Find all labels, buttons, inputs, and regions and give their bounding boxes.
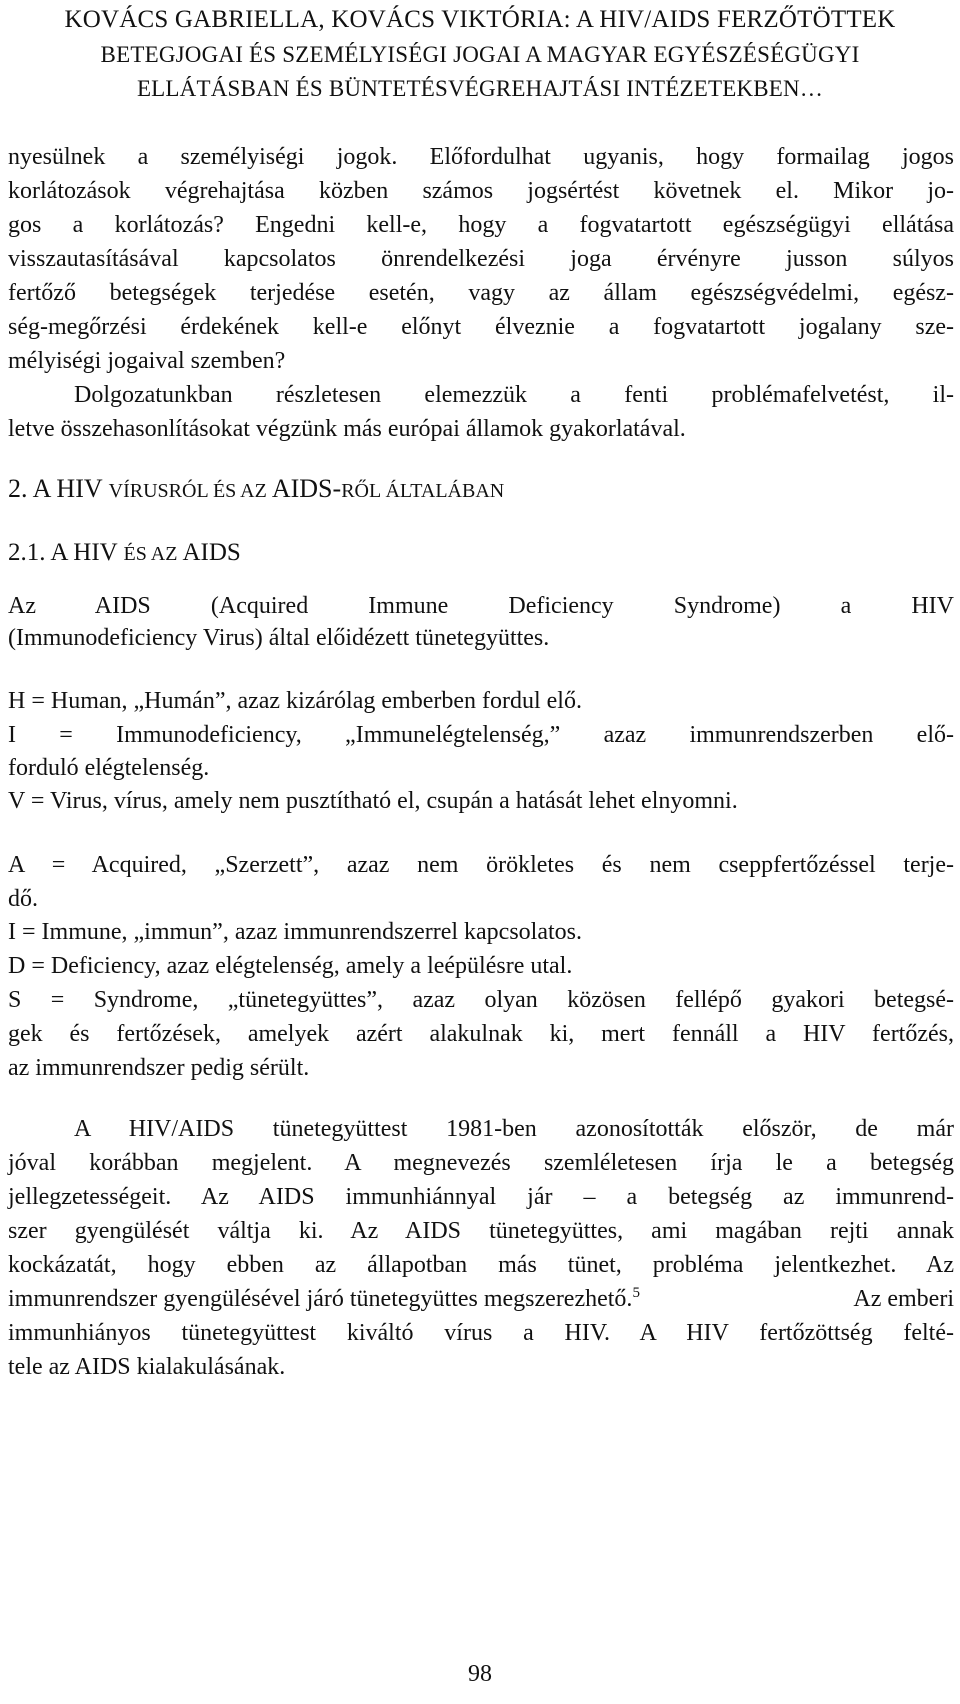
definition-line: D = Deficiency, azaz elégtelenség, amely a leépülésre utal.: [8, 953, 573, 979]
definition-line: gek és fertőzések, amelyek azért alakulnak ki, mert fennáll a HIV fertőzés,: [8, 1021, 954, 1047]
paragraph-line: jóval korábban megjelent. A megnevezés szemléletesen írja le a betegség: [8, 1150, 954, 1176]
subsection-heading: [8, 538, 954, 569]
definition-line: I = Immunodeficiency, „Immunelégtelenség,” azaz immunrendszerben elő-: [8, 722, 954, 748]
paragraph-line: tele az AIDS kialakulásának.: [8, 1354, 286, 1380]
subsection-title-part: A HIV: [50, 539, 124, 566]
section-title-part: AIDS-: [271, 474, 342, 503]
section-title-part: VÍRUSRÓL ÉS AZ: [108, 480, 272, 502]
paragraph-line: mélyiségi jogaival szemben?: [8, 348, 286, 374]
paragraph-line: (Immunodeficiency Virus) által előidézett tünetegyüttes.: [8, 625, 550, 651]
footnote-reference[interactable]: 5: [632, 1285, 640, 1301]
paragraph-line: Dolgozatunkban részletesen elemezzük a fenti problémafelvetést, il-: [74, 382, 954, 408]
definition-line: az immunrendszer pedig sérült.: [8, 1055, 310, 1081]
definition-line: V = Virus, vírus, amely nem pusztítható el, csupán a hatását lehet elnyomni.: [8, 788, 738, 814]
paragraph-line: fertőző betegségek terjedése esetén, vagy az állam egészségvédelmi, egész-: [8, 280, 954, 306]
paragraph-fragment: immunrendszer gyengülésével járó tünetegyüttes megszerezhető.$^5$: [8, 1285, 640, 1312]
running-header-line-1: KOVÁCS GABRIELLA, KOVÁCS VIKTÓRIA: A HIV/AIDS FERZŐTÖTTEK: [64, 6, 896, 33]
paragraph-line: ség-megőrzési érdekének kell-e előnyt élveznie a fogvatartott jogalany sze-: [8, 314, 954, 340]
definition-line: forduló elégtelenség.: [8, 755, 210, 781]
subsection-number: 2.1.: [8, 539, 46, 566]
definition-line: H = Human, „Humán”, azaz kizárólag emberben fordul elő.: [8, 688, 582, 714]
paragraph-line: Az AIDS (Acquired Immune Deficiency Syndrome) a HIV: [8, 593, 954, 619]
definition-line: dő.: [8, 886, 38, 912]
paragraph-line: [8, 1284, 954, 1314]
definition-line: A = Acquired, „Szerzett”, azaz nem örökletes és nem cseppfertőzéssel terje-: [8, 852, 954, 878]
paragraph-line: gos a korlátozás? Engedni kell-e, hogy a fogvatartott egészségügyi ellátása: [8, 212, 954, 238]
paragraph-line: korlátozások végrehajtása közben számos jogsértést követnek el. Mikor jo-: [8, 178, 954, 204]
paragraph-line: kockázatát, hogy ebben az állapotban más tünet, probléma jelentkezhet. Az: [8, 1252, 954, 1278]
paragraph-line: nyesülnek a személyiségi jogok. Előfordulhat ugyanis, hogy formailag jogos: [8, 144, 954, 170]
section-heading: [8, 474, 954, 506]
definition-line: S = Syndrome, „tünetegyüttes”, azaz olyan közösen fellépő gyakori betegsé-: [8, 987, 954, 1013]
paragraph-line: letve összehasonlításokat végzünk más európai államok gyakorlatával.: [8, 416, 686, 442]
page-number: 98: [468, 1661, 492, 1687]
section-title-part: A HIV: [32, 474, 109, 503]
section-number: 2.: [8, 474, 28, 503]
running-header-line-2: BETEGJOGAI ÉS SZEMÉLYISÉGI JOGAI A MAGYAR EGYÉSZÉSÉGÜGYI: [100, 42, 860, 67]
section-title-part: RŐL ÁLTALÁBAN: [341, 480, 505, 502]
running-header-line-3: ELLÁTÁSBAN ÉS BÜNTETÉSVÉGREHAJTÁSI INTÉZETEKBEN…: [136, 76, 824, 101]
subsection-title-part: ÉS AZ: [123, 543, 183, 565]
paragraph-line: visszautasításával kapcsolatos önrendelkezési joga érvényre jusson súlyos: [8, 246, 954, 272]
paragraph-fragment: Az emberi: [853, 1286, 954, 1312]
paragraph-line: szer gyengülését váltja ki. Az AIDS tünetegyüttes, ami magában rejti annak: [8, 1218, 954, 1244]
paragraph-line: A HIV/AIDS tünetegyüttest 1981-ben azonosították először, de már: [74, 1116, 954, 1142]
subsection-title-part: AIDS: [182, 539, 241, 566]
paragraph-line: jellegzetességeit. Az AIDS immunhiánnyal jár – a betegség az immunrend-: [8, 1184, 954, 1210]
definition-line: I = Immune, „immun”, azaz immunrendszerrel kapcsolatos.: [8, 919, 582, 945]
paragraph-line: immunhiányos tünetegyüttest kiváltó vírus a HIV. A HIV fertőzöttség felté-: [8, 1320, 954, 1346]
